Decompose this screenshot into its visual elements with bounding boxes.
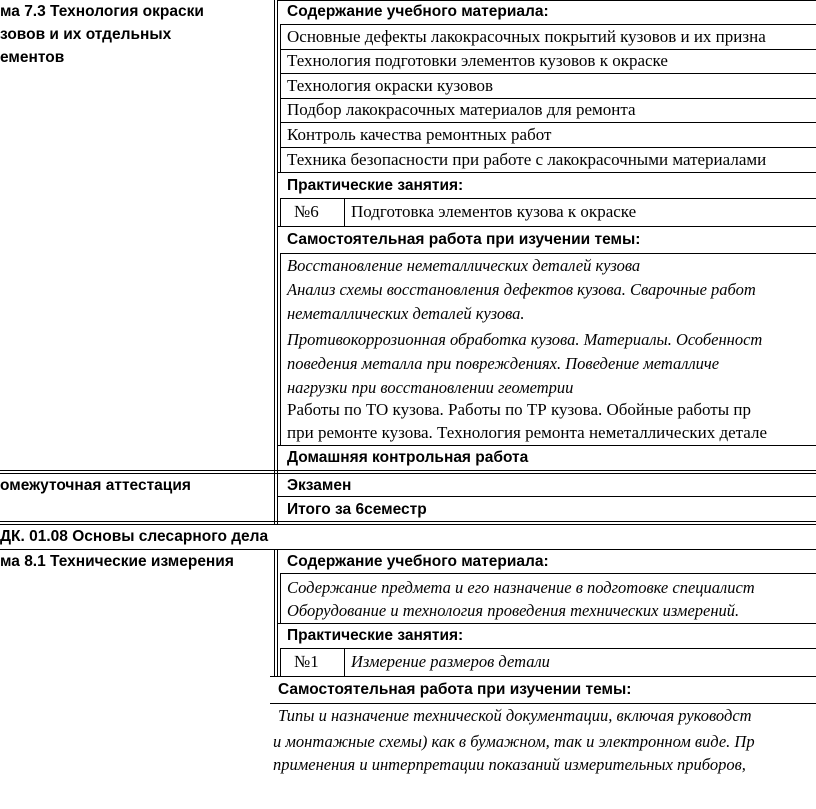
content-item: Технология подготовки элементов кузовов к окраске: [287, 51, 668, 70]
content-item: Технология окраски кузовов: [287, 76, 494, 95]
self-study-line: неметаллических деталей кузова.: [287, 304, 525, 323]
row-line: [280, 648, 816, 649]
row-line: [280, 253, 816, 254]
row-line: [280, 573, 816, 574]
row-line: [280, 198, 816, 199]
row-line: [280, 24, 816, 25]
row-line: [277, 226, 816, 227]
semester-total: Итого за 6семестр: [287, 501, 427, 518]
self-study-line: применения и интерпретации показаний измерительных приборов,: [273, 755, 746, 774]
row-line: [280, 147, 816, 148]
row-line: [0, 473, 816, 474]
content-divider: [280, 648, 281, 676]
row-line: [270, 703, 816, 704]
content-item: Подбор лакокрасочных материалов для ремонта: [287, 100, 636, 119]
content-divider: [280, 198, 281, 226]
topic-title: ма 8.1 Технические измерения: [0, 553, 234, 570]
practical-header: Практические занятия:: [287, 177, 464, 194]
topic-title-line: ма 7.3 Технология окраски: [0, 3, 204, 20]
content-line: Содержание предмета и его назначение в подготовке специалист: [287, 578, 755, 597]
self-study-line: при ремонте кузова. Технология ремонта неметаллических детале: [287, 423, 768, 442]
topic-title-line: ементов: [0, 49, 65, 66]
self-study-header: Самостоятельная работа при изучении темы:: [278, 681, 632, 698]
practical-text: Измерение размеров детали: [351, 652, 550, 671]
row-line: [277, 623, 816, 624]
topic-title-line: зовов и их отдельных: [0, 26, 172, 43]
content-line: Оборудование и технология проведения технических измерений.: [287, 601, 740, 620]
content-header: Содержание учебного материала:: [287, 553, 549, 570]
row-line: [277, 496, 816, 497]
mdk-title: ДК. 01.08 Основы слесарного дела: [0, 528, 269, 545]
self-study-line: нагрузки при восстановлении геометрии: [287, 378, 574, 397]
row-line: [270, 676, 816, 677]
self-study-line: Типы и назначение технической документации, включая руководст: [278, 706, 752, 725]
column-divider: [274, 0, 275, 524]
row-line: [0, 524, 816, 525]
self-study-line: Работы по ТО кузова. Работы по ТР кузова. Обойные работы пр: [287, 400, 751, 419]
self-study-line: поведения металла при повреждениях. Поведение металличе: [287, 354, 720, 373]
row-line: [280, 122, 816, 123]
self-study-line: Противокоррозионная обработка кузова. Материалы. Особенност: [287, 330, 763, 349]
practical-number: №6: [294, 202, 319, 221]
num-divider: [344, 198, 345, 226]
num-divider: [344, 648, 345, 676]
practical-header: Практические занятия:: [287, 627, 464, 644]
row-line: [277, 445, 816, 446]
exam-label: Экзамен: [287, 477, 352, 494]
content-item: Контроль качества ремонтных работ: [287, 125, 552, 144]
homework-label: Домашняя контрольная работа: [287, 449, 529, 466]
content-header: Содержание учебного материала:: [287, 3, 549, 20]
self-study-line: Восстановление неметаллических деталей кузова: [287, 256, 641, 275]
practical-text: Подготовка элементов кузова к окраске: [351, 202, 637, 221]
row-line: [280, 73, 816, 74]
content-divider: [280, 573, 281, 623]
practical-number: №1: [294, 652, 319, 671]
self-study-line: Анализ схемы восстановления дефектов кузова. Сварочные работ: [287, 280, 756, 299]
content-item: Техника безопасности при работе с лакокрасочными материалами: [287, 150, 767, 169]
row-line: [277, 172, 816, 173]
column-divider: [274, 549, 275, 677]
row-line: [0, 521, 816, 522]
row-line: [0, 470, 816, 471]
self-study-line: и монтажные схемы) как в бумажном, так и электронном виде. Пр: [273, 732, 755, 751]
row-line: [0, 549, 816, 550]
self-study-header: Самостоятельная работа при изучении темы:: [287, 231, 641, 248]
content-divider: [280, 253, 281, 445]
attestation-label: омежуточная аттестация: [0, 477, 191, 494]
content-item: Основные дефекты лакокрасочных покрытий кузовов и их призна: [287, 27, 766, 46]
column-divider: [277, 549, 278, 677]
